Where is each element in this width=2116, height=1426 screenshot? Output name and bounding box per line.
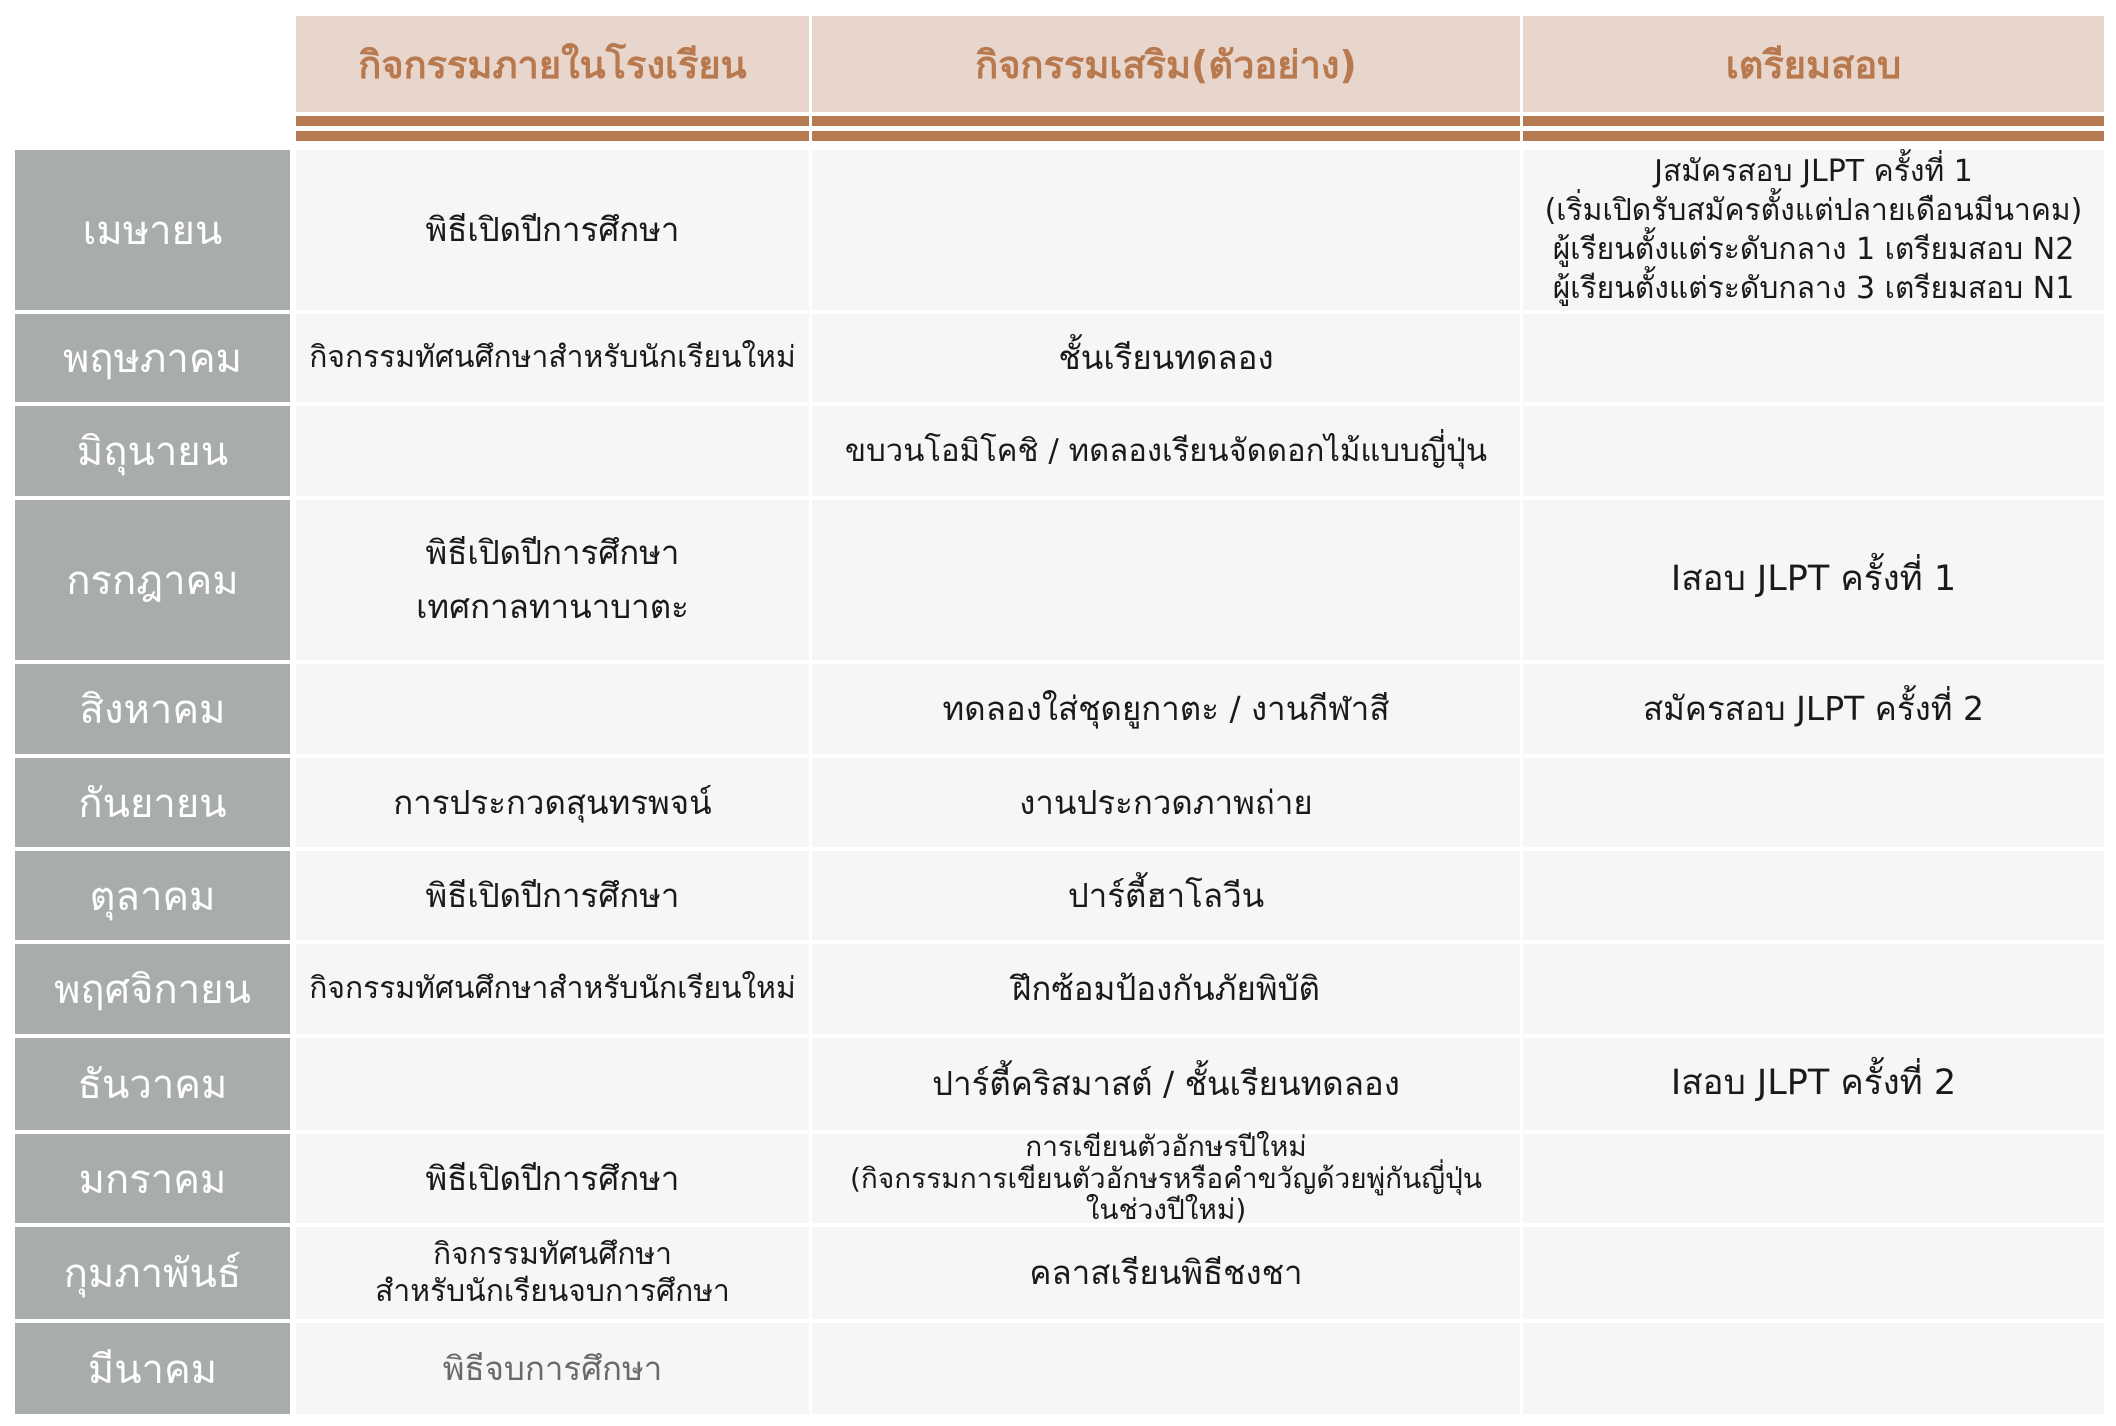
school-activity-cell xyxy=(296,1038,809,1130)
exam-prep-cell xyxy=(1523,1227,2104,1319)
school-activity-cell: กิจกรรมทัศนศึกษา สำหรับนักเรียนจบการศึกษา xyxy=(296,1227,809,1319)
header-accent-bar xyxy=(1523,116,2104,126)
header-accent-bar xyxy=(296,116,809,126)
school-activity-cell: การประกวดสุนทรพจน์ xyxy=(296,758,809,847)
month-label: กันยายน xyxy=(15,758,290,847)
extra-activity-cell: ฝึกซ้อมป้องกันภัยพิบัติ xyxy=(812,944,1520,1034)
school-activity-cell: กิจกรรมทัศนศึกษาสำหรับนักเรียนใหม่ xyxy=(296,314,809,402)
extra-activity-cell: ทดลองใส่ชุดยูกาตะ / งานกีฬาสี xyxy=(812,664,1520,754)
extra-activity-cell xyxy=(812,150,1520,310)
extra-activity-cell xyxy=(812,500,1520,660)
header-accent-bar xyxy=(812,116,1520,126)
extra-activity-cell: ปาร์ตี้ฮาโลวีน xyxy=(812,851,1520,940)
header-exam-prep: เตรียมสอบ xyxy=(1523,16,2104,112)
extra-activity-cell: การเขียนตัวอักษรปีใหม่ (กิจกรรมการเขียนตัวอักษรหรือคำขวัญด้วยพู่กันญี่ปุ่น ในช่วงปีใหม่) xyxy=(812,1134,1520,1223)
exam-prep-cell: Iสอบ JLPT ครั้งที่ 2 xyxy=(1523,1038,2104,1130)
school-activity-cell: พิธีเปิดปีการศึกษา เทศกาลทานาบาตะ xyxy=(296,500,809,660)
month-label: ตุลาคม xyxy=(15,851,290,940)
exam-prep-cell xyxy=(1523,314,2104,402)
exam-prep-cell xyxy=(1523,406,2104,496)
exam-prep-cell: สมัครสอบ JLPT ครั้งที่ 2 xyxy=(1523,664,2104,754)
school-activity-cell: พิธีจบการศึกษา xyxy=(296,1323,809,1414)
header-extra-activities: กิจกรรมเสริม(ตัวอย่าง) xyxy=(812,16,1520,112)
extra-activity-cell: ชั้นเรียนทดลอง xyxy=(812,314,1520,402)
month-label: สิงหาคม xyxy=(15,664,290,754)
header-accent-bar xyxy=(296,131,809,141)
month-label: มิถุนายน xyxy=(15,406,290,496)
header-accent-bar xyxy=(1523,131,2104,141)
month-label: มีนาคม xyxy=(15,1323,290,1414)
month-label: เมษายน xyxy=(15,150,290,310)
extra-activity-cell: ขบวนโอมิโคชิ / ทดลองเรียนจัดดอกไม้แบบญี่ปุ่น xyxy=(812,406,1520,496)
exam-prep-cell xyxy=(1523,1134,2104,1223)
school-activity-cell: พิธีเปิดปีการศึกษา xyxy=(296,1134,809,1223)
extra-activity-cell: งานประกวดภาพถ่าย xyxy=(812,758,1520,847)
exam-prep-cell xyxy=(1523,944,2104,1034)
month-label: พฤษภาคม xyxy=(15,314,290,402)
exam-prep-cell xyxy=(1523,1323,2104,1414)
header-school-activities: กิจกรรมภายในโรงเรียน xyxy=(296,16,809,112)
month-label: กรกฎาคม xyxy=(15,500,290,660)
month-label: พฤศจิกายน xyxy=(15,944,290,1034)
exam-prep-cell xyxy=(1523,851,2104,940)
exam-prep-cell: Jสมัครสอบ JLPT ครั้งที่ 1 (เริ่มเปิดรับสมัครตั้งแต่ปลายเดือนมีนาคม) ผู้เรียนตั้งแต่ระดับกลาง 1 เตรียมสอบ N2 ผู้เรียนตั้งแต่ระดับกลาง 3 เตรียมสอบ N1 xyxy=(1523,150,2104,310)
school-activity-cell: พิธีเปิดปีการศึกษา xyxy=(296,150,809,310)
header-accent-bar xyxy=(812,131,1520,141)
month-label: มกราคม xyxy=(15,1134,290,1223)
school-activity-cell: พิธีเปิดปีการศึกษา xyxy=(296,851,809,940)
extra-activity-cell: ปาร์ตี้คริสมาสต์ / ชั้นเรียนทดลอง xyxy=(812,1038,1520,1130)
exam-prep-cell xyxy=(1523,758,2104,847)
extra-activity-cell xyxy=(812,1323,1520,1414)
extra-activity-cell: คลาสเรียนพิธีชงชา xyxy=(812,1227,1520,1319)
school-activity-cell xyxy=(296,406,809,496)
school-activity-cell xyxy=(296,664,809,754)
month-label: ธันวาคม xyxy=(15,1038,290,1130)
exam-prep-cell: Iสอบ JLPT ครั้งที่ 1 xyxy=(1523,500,2104,660)
school-activity-cell: กิจกรรมทัศนศึกษาสำหรับนักเรียนใหม่ xyxy=(296,944,809,1034)
month-label: กุมภาพันธ์ xyxy=(15,1227,290,1319)
